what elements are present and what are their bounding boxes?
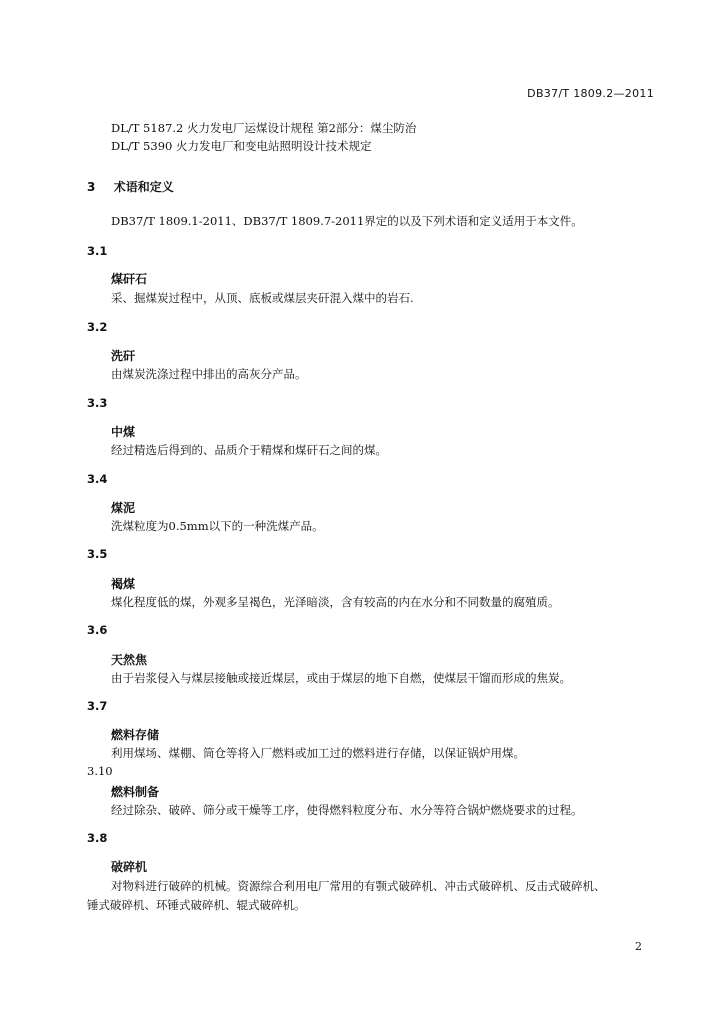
term-title: 燃料存储 — [111, 728, 160, 742]
term-number: 3.7 — [87, 699, 108, 713]
term-number: 3.3 — [87, 396, 108, 410]
term-number: 3.6 — [87, 623, 108, 637]
term-title: 破碎机 — [111, 860, 148, 874]
term-title: 燃料制备 — [111, 785, 160, 799]
term-definition: 煤化程度低的煤，外观多呈褐色，光泽暗淡，含有较高的内在水分和不同数量的腐殖质。 — [111, 595, 560, 609]
term-title: 褐煤 — [111, 577, 136, 591]
term-definition: 经过除杂、破碎、筛分或干燥等工序，使得燃料粒度分布、水分等符合锅炉燃烧要求的过程。 — [111, 803, 583, 817]
term-title: 煤矸石 — [111, 272, 148, 286]
document-code-header: DB37/T 1809.2—2011 — [527, 87, 654, 100]
term-number: 3.2 — [87, 320, 108, 334]
page-number: 2 — [635, 940, 642, 953]
term-number: 3.1 — [87, 244, 108, 258]
term-definition-line-1: 对物料进行破碎的机械。资源综合利用电厂常用的有颚式破碎机、冲击式破碎机、反击式破碎机、 — [111, 879, 606, 893]
term-title: 天然焦 — [111, 653, 148, 667]
reference-line-1: DL/T 5187.2 火力发电厂运煤设计规程 第2部分：煤尘防治 — [111, 121, 417, 135]
term-definition: 经过精选后得到的、品质介于精煤和煤矸石之间的煤。 — [111, 443, 387, 457]
term-definition: 由于岩浆侵入与煤层接触或接近煤层，或由于煤层的地下自燃，使煤层干馏而形成的焦炭。 — [111, 671, 571, 685]
term-title: 洗矸 — [111, 349, 136, 363]
term-definition-line-2: 锤式破碎机、环锤式破碎机、辊式破碎机。 — [87, 898, 306, 912]
section-number: 3 — [87, 180, 96, 194]
reference-line-2: DL/T 5390 火力发电厂和变电站照明设计技术规定 — [111, 139, 372, 153]
term-number: 3.4 — [87, 472, 108, 486]
term-number: 3.10 — [87, 764, 113, 778]
term-title: 煤泥 — [111, 501, 136, 515]
section-title: 术语和定义 — [113, 180, 174, 194]
section-heading — [87, 178, 174, 195]
term-definition: 采、掘煤炭过程中，从顶、底板或煤层夹矸混入煤中的岩石. — [111, 291, 414, 305]
term-definition: 由煤炭洗涤过程中排出的高灰分产品。 — [111, 367, 307, 381]
term-definition: 利用煤场、煤棚、筒仓等将入厂燃料或加工过的燃料进行存储，以保证锅炉用煤。 — [111, 746, 525, 760]
term-number: 3.5 — [87, 547, 108, 561]
intro-paragraph: DB37/T 1809.1-2011、DB37/T 1809.7-2011界定的以及下列术语和定义适用于本文件。 — [111, 214, 583, 228]
term-number: 3.8 — [87, 831, 108, 845]
term-definition: 洗煤粒度为0.5mm以下的一种洗煤产品。 — [111, 519, 324, 533]
term-title: 中煤 — [111, 425, 136, 439]
